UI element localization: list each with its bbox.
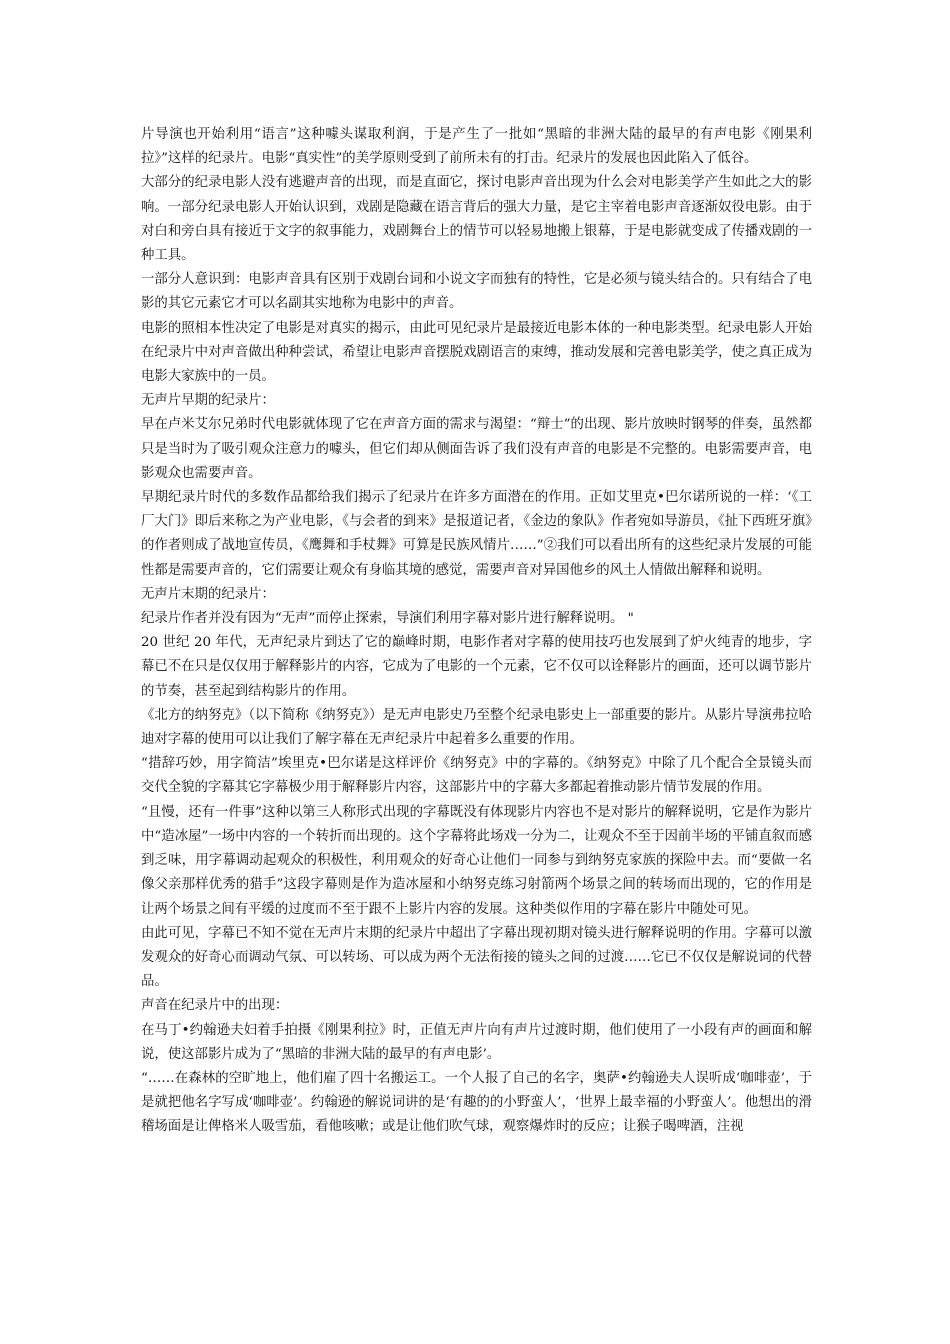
paragraph-10: “措辞巧妙，用字简洁”埃里克•巴尔诺是这样评价《纳努克》中的字幕的。《纳努克》中除了几个配合全景镜头而交代全貌的字幕其它字幕极少用于解释影片内容，这部影片中的字幕大多都起着推动影片情节发展的作用。 bbox=[141, 756, 812, 796]
section-heading-sound-appears: 声音在纪录片中的出现： bbox=[141, 998, 289, 1014]
paragraph-14: “……在森林的空旷地上，他们雇了四十名搬运工。一个人报了自己的名字，奥萨•约翰逊夫人误听成‘咖啡壶’，于是就把他名字写成‘咖啡壶’。约翰逊的解说词讲的是‘有趣的的小野蛮人’，‘世界上最幸福的小野蛮人’。他想出的滑稽场面是让俾格米人吸雪茄，看他咳嗽；或是让他们吹气球，观察爆炸时的反应；让猴子喝啤酒，注视 bbox=[141, 1070, 812, 1135]
paragraph-11: “且慢，还有一件事”这种以第三人称形式出现的字幕既没有体现影片内容也不是对影片的解释说明，它是作为影片中“造冰屋”一场中内容的一个转折而出现的。这个字幕将此场戏一分为二，让观众不至于因前半场的平铺直叙而感到乏味，用字幕调动起观众的积极性，利用观众的好奇心让他们一同参与到纳努克家族的探险中去。而“要做一名像父亲那样优秀的猎手”这段字幕则是作为造冰屋和小纳努克练习射箭两个场景之间的转场而出现的，它的作用是让两个场景之间有平缓的过度而不至于跟不上影片内容的发展。这种类似作用的字幕在影片中随处可见。 bbox=[141, 804, 812, 917]
paragraph-13: 在马丁•约翰逊夫妇着手拍摄《刚果利拉》时，正值无声片向有声片过渡时期，他们使用了一小段有声的画面和解说，使这部影片成为了“黑暗的非洲大陆的最早的有声电影’。 bbox=[141, 1022, 812, 1062]
paragraph-12: 由此可见，字幕已不知不觉在无声片末期的纪录片中超出了字幕出现初期对镜头进行解释说明的作用。字幕可以激发观众的好奇心而调动气氛、可以转场、可以成为两个无法衔接的镜头之间的过渡……它已不仅仅是解说词的代替品。 bbox=[141, 925, 812, 990]
paragraph-2: 大部分的纪录电影人没有逃避声音的出现，而是直面它，探讨电影声音出现为什么会对电影美学产生如此之大的影响。一部分纪录电影人开始认识到，戏剧是隐藏在语言背后的强大力量，是它主宰着电影声音逐渐奴役电影。由于对白和旁白具有接近于文字的叙事能力，戏剧舞台上的情节可以轻易地搬上银幕，于是电影就变成了传播戏剧的一种工具。 bbox=[141, 175, 812, 264]
section-heading-early-silent: 无声片早期的纪录片： bbox=[141, 393, 275, 409]
paragraph-7: 纪录片作者并没有因为“无声”而停止探索，导演们利用字幕对影片进行解释说明。 " bbox=[141, 611, 634, 627]
section-heading-late-silent: 无声片末期的纪录片： bbox=[141, 586, 275, 602]
paragraph-3: 一部分人意识到：电影声音具有区别于戏剧台词和小说文字而独有的特性，它是必须与镜头结合的。只有结合了电影的其它元素它才可以名副其实地称为电影中的声音。 bbox=[141, 272, 812, 312]
paragraph-8: 20 世纪 20 年代，无声纪录片到达了它的巅峰时期，电影作者对字幕的使用技巧也发展到了炉火纯青的地步，字幕已不在只是仅仅用于解释影片的内容，它成为了电影的一个元素，它不仅可以诠释影片的画面，还可以调节影片的节奏，甚至起到结构影片的作用。 bbox=[141, 635, 812, 699]
paragraph-6: 早期纪录片时代的多数作品都给我们揭示了纪录片在许多方面潜在的作用。正如艾里克•巴尔诺所说的一样：‘《工厂大门》即后来称之为产业电影，《与会者的到来》是报道记者，《金边的象队》作者宛如导游员，《扯下西班牙旗》的作者则成了战地宣传员，《鹰舞和手杖舞》可算是民族风情片……”②我们可以看出所有的这些纪录片发展的可能性都是需要声音的，它们需要让观众有身临其境的感觉，需要声音对异国他乡的风土人情做出解释和说明。 bbox=[141, 490, 812, 578]
document-body bbox=[141, 123, 812, 1140]
paragraph-4: 电影的照相本性决定了电影是对真实的揭示，由此可见纪录片是最接近电影本体的一种电影类型。纪录电影人开始在纪录片中对声音做出种种尝试，希望让电影声音摆脱戏剧语言的束缚，推动发展和完善电影美学，使之真正成为电影大家族中的一员。 bbox=[141, 320, 812, 385]
paragraph-1: 片导演也开始利用“语言”这种噱头谋取利润，于是产生了一批如“黑暗的非洲大陆的最早的有声电影《刚果利拉》”这样的纪录片。电影“真实性”的美学原则受到了前所未有的打击。纪录片的发展也因此陷入了低谷。 bbox=[141, 127, 812, 167]
paragraph-5: 早在卢米艾尔兄弟时代电影就体现了它在声音方面的需求与渴望：“辩士”的出现、影片放映时钢琴的伴奏，虽然都只是当时为了吸引观众注意力的噱头，但它们却从侧面告诉了我们没有声音的电影是不完整的。电影需要声音，电影观众也需要声音。 bbox=[141, 417, 812, 481]
paragraph-9: 《北方的纳努克》（以下简称《纳努克》）是无声电影史乃至整个纪录电影史上一部重要的影片。从影片导演弗拉哈迪对字幕的使用可以让我们了解字幕在无声纪录片中起着多么重要的作用。 bbox=[141, 707, 812, 748]
